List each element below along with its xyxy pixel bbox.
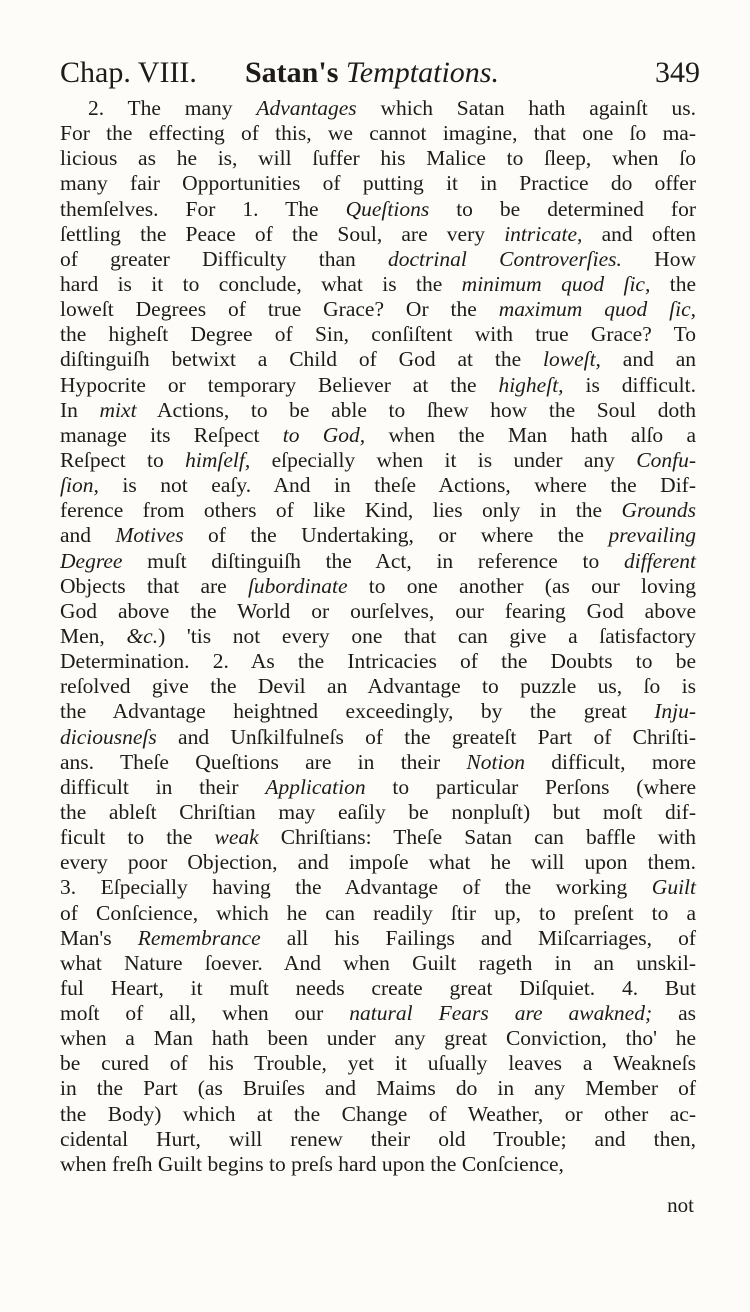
italic-text: different [623,548,696,573]
text-line [60,901,696,926]
text-run: hard is it to conclude, what is the [60,271,462,296]
text-line [60,1026,696,1051]
text-run: Actions, to be able to ſhew how the Soul doth [136,397,696,422]
text-line [60,775,696,800]
text-run: ficult to the [60,825,215,850]
text-run: and often [582,221,697,246]
italic-text: Advantages [256,96,357,120]
text-run: and Unſkilfulneſs of the greateſt Part of Chriſti- [156,724,696,749]
text-line [60,574,696,599]
text-run: In [60,397,100,422]
text-line [60,926,696,951]
italic-text: Motives [115,523,184,548]
italic-text: &c. [126,623,159,648]
text-run: the Body) which at the Change of Weather, or other ac- [60,1101,696,1126]
text-line [60,1001,696,1026]
running-title-prefix: Satan's [245,56,339,89]
text-run: is not eaſy. And in theſe Actions, where the Dif- [98,473,696,498]
text-run: difficult, more [524,749,697,774]
text-run: ference from others of like Kind, lies only in the [60,498,622,523]
text-line [60,473,696,498]
italic-text: himſelf, [185,447,251,472]
text-run: to particular Perſons (where [365,774,696,799]
text-line [60,649,696,674]
text-run: when the Man hath alſo a [365,422,697,447]
text-line [60,875,696,900]
text-line [60,272,696,297]
text-run: ſettling the Peace of the Soul, are very [60,221,505,246]
text-run: the Advantage heightned exceedingly, by the great [60,699,655,724]
text-line [60,398,696,423]
italic-text: Remembrance [137,925,261,950]
text-line [60,297,696,322]
text-line [60,171,696,196]
text-line [60,1051,696,1076]
italic-text: higheſt, [498,372,564,397]
italic-text: prevailing [608,523,697,548]
text-run: which Satan hath againſt us. [356,96,696,120]
text-line [60,951,696,976]
text-line [60,373,696,398]
text-line [60,498,696,523]
text-run: Reſpect to [60,447,186,472]
text-line [60,674,696,699]
text-run: manage its Reſpect [60,422,283,447]
text-line [60,725,696,750]
text-run: moſt of all, when our [60,1001,350,1026]
italic-text: ſion, [60,473,99,498]
text-run: loweſt Degrees of true Grace? Or the [60,297,499,322]
text-line [60,448,696,473]
text-run: Chriſtians: Theſe Satan can baffle with [258,825,696,850]
italic-text: intricate, [504,221,583,246]
text-run: every poor Objection, and impoſe what he will upon them. [60,850,696,875]
text-line [60,1152,696,1177]
italic-text: Notion [466,749,525,774]
text-line [60,699,696,724]
text-run: is difficult. [563,372,696,397]
text-line [60,549,696,574]
text-run: 2. The many [88,96,257,120]
italic-text: maximum quod ſic, [498,297,696,322]
text-line [60,624,696,649]
italic-text: Inju- [654,699,696,724]
text-run: For the effecting of this, we cannot imagine, that one ſo ma- [60,121,696,146]
text-run: as [652,1001,696,1026]
text-line [60,423,696,448]
text-run: Objects that are [60,573,248,598]
italic-text: ſubordinate [247,573,348,598]
text-run: of greater Difficulty than [60,246,389,271]
italic-text: doctrinal Controverſies. [388,246,622,271]
italic-text: weak [214,825,259,850]
catchword: not [667,1193,694,1217]
text-run: eſpecially when it is under any [250,447,637,472]
text-run: Man's [60,925,138,950]
text-run: How [621,246,696,271]
text-run: and [60,523,116,548]
text-run: licious as he is, will ſuffer his Malice to ſleep, when ſo [60,146,696,171]
text-run: and an [600,347,696,372]
text-line [60,197,696,222]
text-line [60,347,696,372]
running-header [60,52,700,96]
text-line [60,1102,696,1127]
italic-text: natural Fears are awakned; [349,1001,653,1026]
text-run: cidental Hurt, will renew their old Trouble; and then, [60,1126,696,1151]
text-line [60,1076,696,1101]
text-line [60,247,696,272]
text-run: to one another (as our loving [347,573,696,598]
text-run: the [650,271,696,296]
text-run: diſtinguiſh betwixt a Child of God at the [60,347,543,372]
text-run: be cured of his Trouble, yet it uſually leaves a Weakneſs [60,1051,696,1076]
italic-text: diciousneſs [60,724,157,749]
text-run: Determination. 2. As the Intricacies of the Doubts to be [60,649,696,674]
text-run: difficult in their [60,774,266,799]
italic-text: Confu- [636,447,696,472]
text-run: Hypocrite or temporary Believer at the [60,372,499,397]
text-run: the higheſt Degree of Sin, conſiſtent with true Grace? To [60,322,696,347]
running-title [245,56,499,90]
italic-text: mixt [99,397,137,422]
text-run: when a Man hath been under any great Conviction, tho' he [60,1026,696,1051]
text-run: reſolved give the Devil an Advantage to puzzle us, ſo is [60,674,696,699]
text-line [60,121,696,146]
text-run: to be determined for [429,196,697,221]
body-text [60,96,696,1177]
text-line [60,976,696,1001]
text-run: in the Part (as Bruiſes and Maims do in any Member of [60,1076,696,1101]
text-run: when freſh Guilt begins to preſs hard upon the Conſcience, [60,1151,564,1176]
chapter-heading: Chap. VIII. [60,56,197,89]
italic-text: minimum quod ſic, [461,271,651,296]
text-run: themſelves. For 1. The [60,196,346,221]
page-number: 349 [655,56,700,89]
italic-text: Grounds [621,498,696,523]
text-line [60,1127,696,1152]
text-line [60,850,696,875]
text-run: God above the World or ourſelves, our fearing God above [60,598,696,623]
text-run: many fair Opportunities of putting it in Practice do offer [60,171,696,196]
text-run: the ableſt Chriſtian may eaſily be nonpluſt) but moſt dif- [60,799,696,824]
text-line [60,523,696,548]
italic-text: Application [265,774,366,799]
text-run: Men, [60,623,127,648]
text-run: of the Undertaking, or where the [183,523,609,548]
text-line [60,222,696,247]
text-run: of Conſcience, which he can readily ſtir up, to preſent to a [60,900,696,925]
text-line [60,750,696,775]
text-run: all his Failings and Miſcarriages, of [260,925,696,950]
text-run: what Nature ſoever. And when Guilt rageth in an unskil- [60,950,696,975]
italic-text: loweſt, [543,347,601,372]
text-run: ful Heart, it muſt needs create great Diſquiet. 4. But [60,975,696,1000]
text-run: ) 'tis not every one that can give a ſatisfactory [158,623,696,648]
italic-text: Queſtions [345,196,430,221]
italic-text: Degree [60,548,123,573]
italic-text: to God, [282,422,366,447]
text-line [60,322,696,347]
text-line [60,96,696,121]
italic-text: Guilt [651,875,696,900]
running-title-main: Temptations. [345,56,499,89]
text-line [60,146,696,171]
text-line [60,599,696,624]
text-run: muſt diſtinguiſh the Act, in reference to [122,548,624,573]
text-run: ans. Theſe Queſtions are in their [60,749,467,774]
text-line [60,825,696,850]
text-line [60,800,696,825]
text-run: 3. Eſpecially having the Advantage of the working [60,875,652,900]
